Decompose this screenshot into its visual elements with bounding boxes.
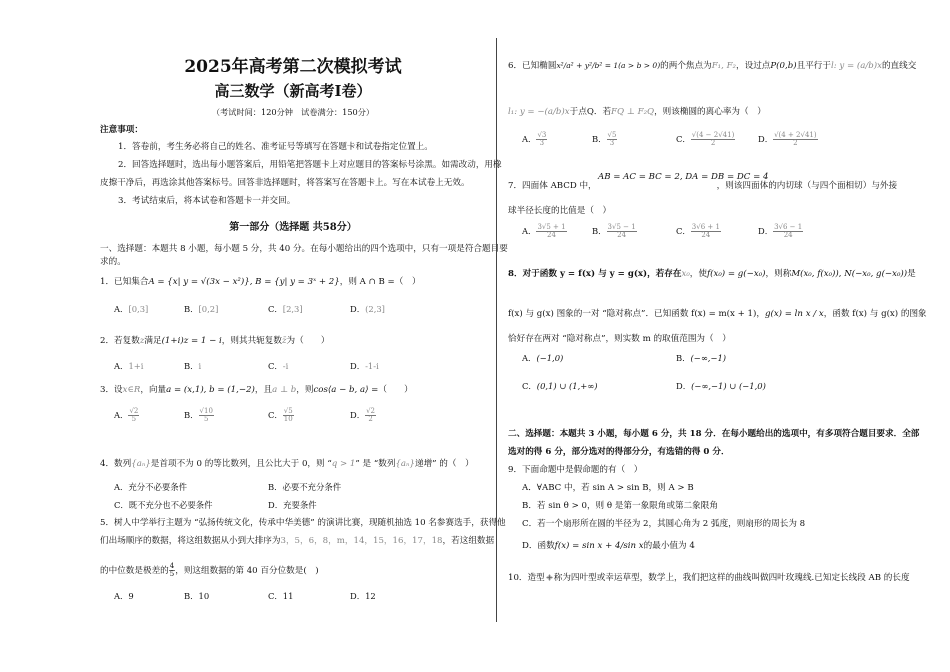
q5-option-a[interactable]: A．9 <box>114 591 134 601</box>
q6-line2-end: ，则该椭圆的离心率为（ ） <box>654 107 766 117</box>
q3-option-a[interactable] <box>114 408 139 423</box>
q1-option-a-value: [0,3] <box>128 304 149 314</box>
q4-sequence-2: {aₙ} <box>395 459 415 469</box>
q7-option-a-label: A． <box>522 226 537 236</box>
q7-option-b-num: 3√5 − 1 <box>607 223 636 231</box>
q5-line2 <box>100 535 494 547</box>
q6-option-d-num: √(4 + 2√41) <box>774 131 817 139</box>
q7-option-b-frac <box>607 224 637 239</box>
q2-end: 为（ ） <box>286 336 330 346</box>
q6-line: l: y = (a/b)x <box>830 61 882 71</box>
section2-line2: 选对的得 6 分，部分选对的得部分分，有选错的得 0 分． <box>508 447 730 457</box>
q8-point-n: N(−x₀, g(−x₀)) <box>844 269 908 279</box>
q1-ask: ，则 A ∩ B =（ ） <box>339 277 421 287</box>
q6-option-a-label: A． <box>522 134 537 144</box>
q8-line1-pre: 8．对于函数 y = f(x) 与 y = g(x)，若存在 <box>508 269 682 279</box>
q3-option-a-frac <box>128 408 139 423</box>
q8-option-a-label: A． <box>522 353 537 363</box>
q5-option-b[interactable]: B．10 <box>184 591 210 601</box>
q8-point-m: M(x₀, f(x₀)) <box>791 269 839 279</box>
q9-option-d-pre: D．函数 <box>522 541 555 551</box>
q6-mid: 的两个焦点为 <box>660 61 712 71</box>
q4-option-a[interactable]: A．充分不必要条件 <box>114 482 188 492</box>
q8-gx: g(x) = ln x / x <box>764 309 824 319</box>
q5-fraction-den: 5 <box>169 570 175 578</box>
notice-item-2: 2．回答选择题时，选出每小题答案后，用铅笔把答题卡上对应题目的答案标号涂黑。如需改动，用橡 <box>118 160 502 170</box>
q3-prefix: 3．设 <box>100 385 123 395</box>
q6-option-b[interactable] <box>592 132 617 147</box>
q5-line3 <box>100 563 319 578</box>
q6-option-d-label: D． <box>758 134 774 144</box>
q9-option-a[interactable]: A．∀ABC 中，若 sin A > sin B，则 A > B <box>522 483 694 493</box>
q2-zbar: z̄ <box>281 336 287 346</box>
q7-option-a-den: 24 <box>547 231 556 239</box>
q6-option-b-den: 3 <box>609 139 615 147</box>
q8-option-c-label: C． <box>522 381 537 391</box>
q3-cos: cos⟨a − b, a⟩ = <box>313 385 379 395</box>
q2-option-a-value: 1+i <box>128 361 144 371</box>
q6-option-d-den: 2 <box>793 139 798 147</box>
q7-option-c-den: 24 <box>701 231 711 239</box>
q2-mid: 满足 <box>144 336 162 346</box>
q1-num: 1．已知集合 <box>100 277 149 287</box>
q3-end: （ ） <box>378 385 413 395</box>
q7-option-b[interactable] <box>592 224 637 239</box>
q7-line2: 球半径长度的比值是（ ） <box>508 206 612 216</box>
q3-option-a-num: √2 <box>129 407 139 415</box>
q1-option-c[interactable] <box>268 303 303 315</box>
q6-line2 <box>508 106 766 118</box>
q6-option-d-frac <box>773 132 818 147</box>
q6-option-c-num: √(4 − 2√41) <box>691 131 735 139</box>
q2-option-a-label: A． <box>114 361 129 371</box>
q7-option-a-frac <box>536 224 566 239</box>
q7-prefix: 7．四面体 ABCD 中， <box>508 181 597 191</box>
notice-heading: 注意事项： <box>100 125 143 135</box>
q8-option-d-label: D． <box>676 381 692 391</box>
q8-line2 <box>508 308 927 320</box>
q2-equation: (1+i)z = 1 − i <box>161 336 222 346</box>
q7-option-d-num: 3√6 − 1 <box>774 223 803 231</box>
q8-x0: x₀ <box>681 269 690 279</box>
q1-set-b: , B = {y| y = 3ˣ + 2} <box>249 277 340 287</box>
q2-option-d-value: -1-i <box>365 361 379 371</box>
notice-item-2-cont: 皮擦干净后，再选涂其他答案标号。回答非选择题时，将答案写在答题卡上。写在本试卷上无效。 <box>100 178 470 188</box>
q4-end: 递增” 的（ ） <box>414 459 474 469</box>
q4-prefix: 4．数列 <box>100 459 132 469</box>
q6-foci: F₁, F₂ <box>711 61 736 71</box>
q3-option-a-den: 5 <box>131 415 137 423</box>
q4-option-b[interactable]: B．必要不充分条件 <box>268 482 342 492</box>
q3-x-real: x∈R <box>122 385 141 395</box>
q6-option-a-num: √3 <box>537 131 547 139</box>
q9-stem: 9．下面命题中是假命题的有（ ） <box>508 465 643 475</box>
q4-stem <box>100 458 474 470</box>
q2-option-a[interactable] <box>114 360 143 372</box>
q7-option-b-den: 24 <box>617 231 627 239</box>
q3-then: ，则 <box>296 385 314 395</box>
q5-line3-post: ，则这组数据的第 40 百分位数是( ) <box>175 566 319 576</box>
q2-option-d[interactable] <box>350 360 379 372</box>
q3-option-b[interactable] <box>184 408 214 423</box>
q8-line2-text: f(x) 与 g(x) 图象的一对 “隐对称点”．已知函数 f(x) = m(x + 1)， <box>508 309 765 319</box>
q10-post: 称为四叶型或幸运草型，数学上，我们把这样的曲线叫做四叶玫瑰线.已知定长线段 AB 的长度 <box>553 573 910 583</box>
q8-line1-mid2: ，则称 <box>765 269 792 279</box>
q4-mid2: ” 是 “数列 <box>355 459 396 469</box>
q7-option-c[interactable] <box>676 224 721 239</box>
q3-option-c-num: √5 <box>283 407 293 415</box>
q2-stem <box>100 335 329 347</box>
q4-mid: 是首项不为 0 的等比数列，且公比大于 0，则 “ <box>150 459 332 469</box>
q8-line1: 8．对于函数 y = f(x) 与 y = g(x)，若存在x₀，使f(x₀) = g(−x₀)，则称M(x₀, f(x₀)), N(−x₀, g(−x₀))是 <box>508 269 916 279</box>
q6-line1 <box>508 60 916 72</box>
q8-option-a-value: (−1,0) <box>536 353 564 363</box>
q3-option-c-label: C． <box>268 410 283 420</box>
q6-option-b-label: B． <box>592 134 607 144</box>
q3-option-c-frac <box>283 408 294 423</box>
q7-line1 <box>508 180 897 192</box>
q7-option-c-frac <box>691 224 721 239</box>
q5-option-c[interactable]: C．11 <box>268 591 294 601</box>
q6-ellipse: x²/a² + y²/b² = 1(a > b > 0) <box>556 61 661 70</box>
q6-option-d[interactable] <box>758 132 818 147</box>
q2-prefix: 2．若复数 <box>100 336 140 346</box>
q9-option-b[interactable]: B．若 sin θ > 0，则 θ 是第一象限角或第二象限角 <box>522 501 718 511</box>
q6-option-b-num: √5 <box>607 131 617 139</box>
q3-option-c[interactable] <box>268 408 294 423</box>
q7-option-d-frac <box>773 224 803 239</box>
q8-option-b-label: B． <box>676 353 691 363</box>
q6-perp: FQ ⊥ F₂Q <box>611 107 655 117</box>
q6-option-c-label: C． <box>676 134 691 144</box>
q1-option-a[interactable] <box>114 303 148 315</box>
q3-option-d-num: √2 <box>366 407 376 415</box>
q10-pre: 10．造型 <box>508 573 545 583</box>
q2-option-c[interactable] <box>268 360 288 372</box>
q6-end: 的直线交 <box>881 61 917 71</box>
q6-option-b-frac <box>607 132 618 147</box>
q2-option-b-value: i <box>198 361 202 371</box>
q9-option-d[interactable] <box>522 540 695 552</box>
exam-info: （考试时间：120分钟 试卷满分：150分） <box>211 107 375 117</box>
q5-fraction-num: 4 <box>169 562 175 570</box>
four-leaf-rose-icon <box>545 573 554 582</box>
q4-option-c[interactable]: C．既不充分也不必要条件 <box>114 500 213 510</box>
q6-option-c[interactable] <box>676 132 735 147</box>
q1-option-b-value: [0,2] <box>198 304 219 314</box>
section1-line1: 一、选择题：本题共 8 小题，每小题 5 分，共 40 分。在每小题给出的四个选项中，只有一项是符合题目要 <box>100 244 508 254</box>
q6-option-a-frac <box>536 132 547 147</box>
q8-option-c-value: (0,1) ∪ (1,+∞) <box>536 381 598 391</box>
exam-subtitle: 高三数学（新高考Ⅰ卷） <box>214 82 372 100</box>
q7-option-d[interactable] <box>758 224 803 239</box>
q10-stem <box>508 572 910 584</box>
q7-end: ，则该四面体的内切球（与四个面相切）与外接 <box>716 181 898 191</box>
right-column <box>508 0 927 672</box>
q3-and: ，且 <box>254 385 273 395</box>
q8-option-b-value: (−∞,−1) <box>690 353 727 363</box>
q2-option-c-label: C． <box>268 361 283 371</box>
q1-option-b-label: B． <box>184 304 199 314</box>
q8-line1-mid: ，使 <box>689 269 707 279</box>
exam-title: 2025年高考第二次模拟考试 <box>184 57 402 77</box>
q4-sequence: {aₙ} <box>131 459 151 469</box>
q3-option-c-den: 10 <box>283 415 293 423</box>
q9-option-c[interactable]: C．若一个扇形所在圆的半径为 2，其圆心角为 2 弧度，则扇形的周长为 8 <box>522 519 806 529</box>
q6-option-c-frac <box>691 132 736 147</box>
section2-line1: 二、选择题：本题共 3 小题，每小题 6 分，共 18 分．在每小题给出的选项中，有多项符合题目要求．全部 <box>508 429 920 439</box>
q6-line2-mid: 于点Q．若 <box>569 107 612 117</box>
q1-option-c-label: C． <box>268 304 283 314</box>
q9-option-d-eq: f(x) = sin x + 4/sin x <box>554 541 644 551</box>
q2-option-d-label: D． <box>350 361 366 371</box>
q6-point: P(0,b) <box>770 61 797 71</box>
q8-line3: 恰好存在两对 “隐对称点”，则实数 m 的取值范围为（ ） <box>508 334 731 344</box>
q3-option-a-label: A． <box>114 410 129 420</box>
q1-stem <box>100 276 421 288</box>
q7-option-c-num: 3√6 + 1 <box>691 223 720 231</box>
q3-mid: ，向量 <box>140 385 167 395</box>
q5-line2-end: ，若这组数据 <box>442 536 495 546</box>
q3-option-d-den: 2 <box>368 415 373 423</box>
q6-mid3: 且平行于 <box>796 61 831 71</box>
q8-option-d[interactable] <box>676 380 766 392</box>
q7-option-d-label: D． <box>758 226 774 236</box>
q4-condition: q > 1 <box>331 459 356 469</box>
q8-option-d-value: (−∞,−1) ∪ (−1,0) <box>691 381 766 391</box>
q6-option-a-den: 3 <box>539 139 545 147</box>
q8-option-a[interactable] <box>522 352 563 364</box>
q3-vectors: a = (x,1), b = (1,−2) <box>166 385 255 395</box>
q1-option-c-value: [2,3] <box>282 304 303 314</box>
q6-line-l1: l₁: y = −(a/b)x <box>508 107 570 117</box>
q5-line2-text: 们出场顺序的数据，将这组数据从小到大排序为 <box>100 536 281 546</box>
q7-option-d-den: 24 <box>783 231 793 239</box>
q2-option-b[interactable] <box>184 360 201 372</box>
q7-option-c-label: C． <box>676 226 691 236</box>
q4-option-d[interactable]: D．充要条件 <box>268 500 317 510</box>
q5-sequence: 3，5，6，8，m，14，15，16，17，18 <box>280 536 443 546</box>
q3-stem <box>100 384 413 396</box>
q5-line1: 5．树人中学举行主题为 “弘扬传统文化，传承中华美德” 的演讲比赛，现随机抽选 10 名参赛选手，获得他 <box>100 518 506 528</box>
q2-suffix: ，则其共轭复数 <box>221 336 282 346</box>
q3-option-b-den: 5 <box>203 415 209 423</box>
q3-option-d-label: D． <box>350 410 366 420</box>
q6-option-c-den: 2 <box>710 139 716 147</box>
q2-option-b-label: B． <box>184 361 199 371</box>
column-divider <box>496 38 497 622</box>
q1-option-b[interactable] <box>184 303 218 315</box>
q5-option-d[interactable]: D．12 <box>350 591 376 601</box>
q3-option-b-label: B． <box>184 410 199 420</box>
notice-item-3: 3．考试结束后，将本试卷和答题卡一并交回。 <box>118 196 296 206</box>
q6-prefix: 6．已知椭圆 <box>508 61 557 71</box>
q1-option-a-label: A． <box>114 304 129 314</box>
q3-option-d[interactable] <box>350 408 376 423</box>
q2-option-c-value: -i <box>282 361 289 371</box>
q6-mid2: ，设过点 <box>736 61 771 71</box>
q2-z: z <box>139 336 145 346</box>
part1-heading: 第一部分（选择题 共58分） <box>229 222 357 233</box>
left-column <box>100 0 508 672</box>
q3-option-d-frac <box>365 408 376 423</box>
q1-option-d[interactable] <box>350 303 385 315</box>
q3-perp: a ⊥ b <box>272 385 297 395</box>
q7-option-a[interactable] <box>522 224 567 239</box>
q8-line2-end: ，函数 f(x) 与 g(x) 的图象 <box>823 309 927 319</box>
q9-option-d-end: 的最小值为 4 <box>643 541 695 551</box>
q1-option-d-label: D． <box>350 304 366 314</box>
q6-option-a[interactable] <box>522 132 547 147</box>
section1-line2: 求的。 <box>100 257 126 267</box>
q8-line1-end: 是 <box>907 269 916 279</box>
q1-set-a: A = {x| y = √(3x − x²)} <box>148 277 250 287</box>
q7-equation-text: AB = AC = BC = 2, DA = DB = DC = 4 <box>598 172 769 182</box>
q3-option-b-frac <box>199 408 214 423</box>
q8-option-c[interactable] <box>522 380 598 392</box>
notice-item-1: 1．答卷前，考生务必将自己的姓名、准考证号等填写在答题卡和试卷指定位置上。 <box>118 142 433 152</box>
q8-eq1: f(x₀) = g(−x₀) <box>706 269 766 279</box>
q1-option-d-value: (2,3] <box>365 304 385 314</box>
q5-line3-pre: 的中位数是极差的 <box>100 566 169 576</box>
q3-option-b-num: √10 <box>199 407 213 415</box>
q8-option-b[interactable] <box>676 352 726 364</box>
q7-option-b-label: B． <box>592 226 607 236</box>
q7-option-a-num: 3√5 + 1 <box>537 223 566 231</box>
